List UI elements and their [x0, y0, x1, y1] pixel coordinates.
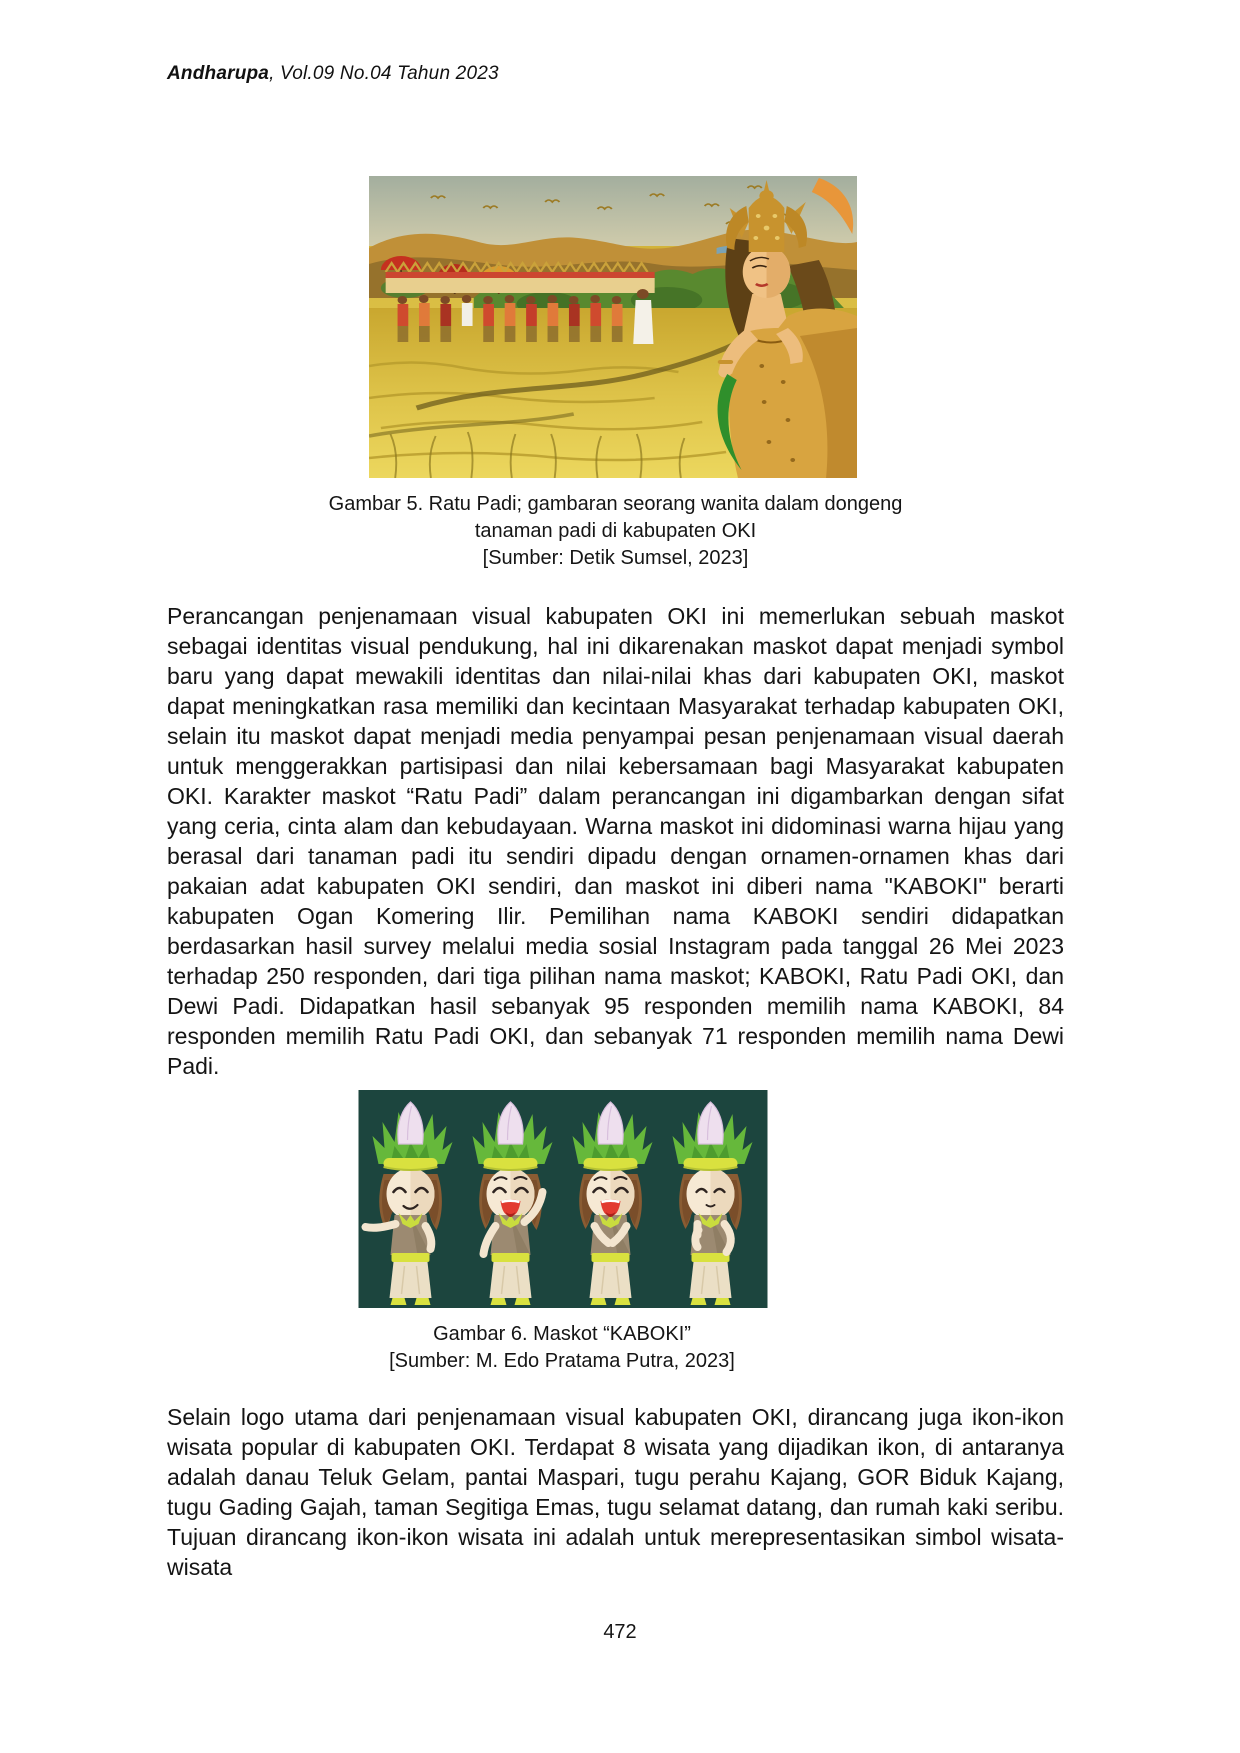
figure6-caption-line1: Gambar 6. Maskot “KABOKI” — [433, 1323, 691, 1345]
figure5-painting — [369, 176, 857, 478]
journal-header — [167, 63, 499, 85]
body-paragraph-2: Selain logo utama dari penjenamaan visual kabupaten OKI, dirancang juga ikon-ikon wisata popular di kabupaten OKI. Terdapat 8 wisata yang dijadikan ikon, di antaranya adalah danau Teluk Gelam, pantai Maspari, tugu perahu Kajang, GOR Biduk Kajang, tugu Gading Gajah, taman Segitiga Emas, tugu selamat datang, dan rumah kaki seribu. Tujuan dirancang ikon-ikon wisata ini adalah untuk merepresentasikan simbol wisata-wisata — [167, 1404, 1064, 1580]
figure5-caption-line1: Gambar 5. Ratu Padi; gambaran seorang wanita dalam dongeng — [328, 493, 903, 515]
journal-issue-info: , Vol.09 No.04 Tahun 2023 — [269, 63, 499, 84]
journal-title: Andharupa — [167, 63, 270, 84]
figure5-caption — [167, 491, 1064, 572]
page-number: 472 — [603, 1621, 637, 1643]
figure5-caption-line3: [Sumber: Detik Sumsel, 2023] — [482, 547, 749, 569]
kaboki-mascot-image — [358, 1090, 768, 1308]
figure5-caption-line2: tanaman padi di kabupaten OKI — [474, 520, 757, 542]
figure6-mascot-image — [358, 1090, 768, 1308]
figure6-caption — [167, 1321, 957, 1375]
ratu-padi-painting-image — [369, 176, 857, 478]
figure6-caption-line2: [Sumber: M. Edo Pratama Putra, 2023] — [389, 1350, 735, 1372]
body-paragraph-1: Perancangan penjenamaan visual kabupaten OKI ini memerlukan sebuah maskot sebagai identitas visual pendukung, hal ini dikarenakan maskot dapat menjadi symbol baru yang dapat mewakili identitas dan nilai-nilai khas dari kabupaten OKI, maskot dapat meningkatkan rasa memiliki dan kecintaan Masyarakat terhadap kabupaten OKI, selain itu maskot dapat menjadi media penyampai pesan penjenamaan visual daerah untuk menggerakkan partisipasi dan nilai kebersamaan bagi Masyarakat kabupaten OKI. Karakter maskot “Ratu Padi” dalam perancangan ini digambarkan dengan sifat yang ceria, cinta alam dan kebudayaan. Warna maskot ini didominasi warna hijau yang berasal dari tanaman padi itu sendiri dipadu dengan ornamen-ornamen khas dari pakaian adat kabupaten OKI sendiri, dan maskot ini diberi nama "KABOKI" berarti kabupaten Ogan Komering Ilir. Pemilihan nama KABOKI sendiri didapatkan berdasarkan hasil survey melalui media sosial Instagram pada tanggal 26 Mei 2023 terhadap 250 responden, dari tiga pilihan nama maskot; KABOKI, Ratu Padi OKI, dan Dewi Padi. Didapatkan hasil sebanyak 95 responden memilih nama KABOKI, 84 responden memilih Ratu Padi OKI, dan sebanyak 71 responden memilih nama Dewi Padi. — [167, 603, 1064, 1079]
